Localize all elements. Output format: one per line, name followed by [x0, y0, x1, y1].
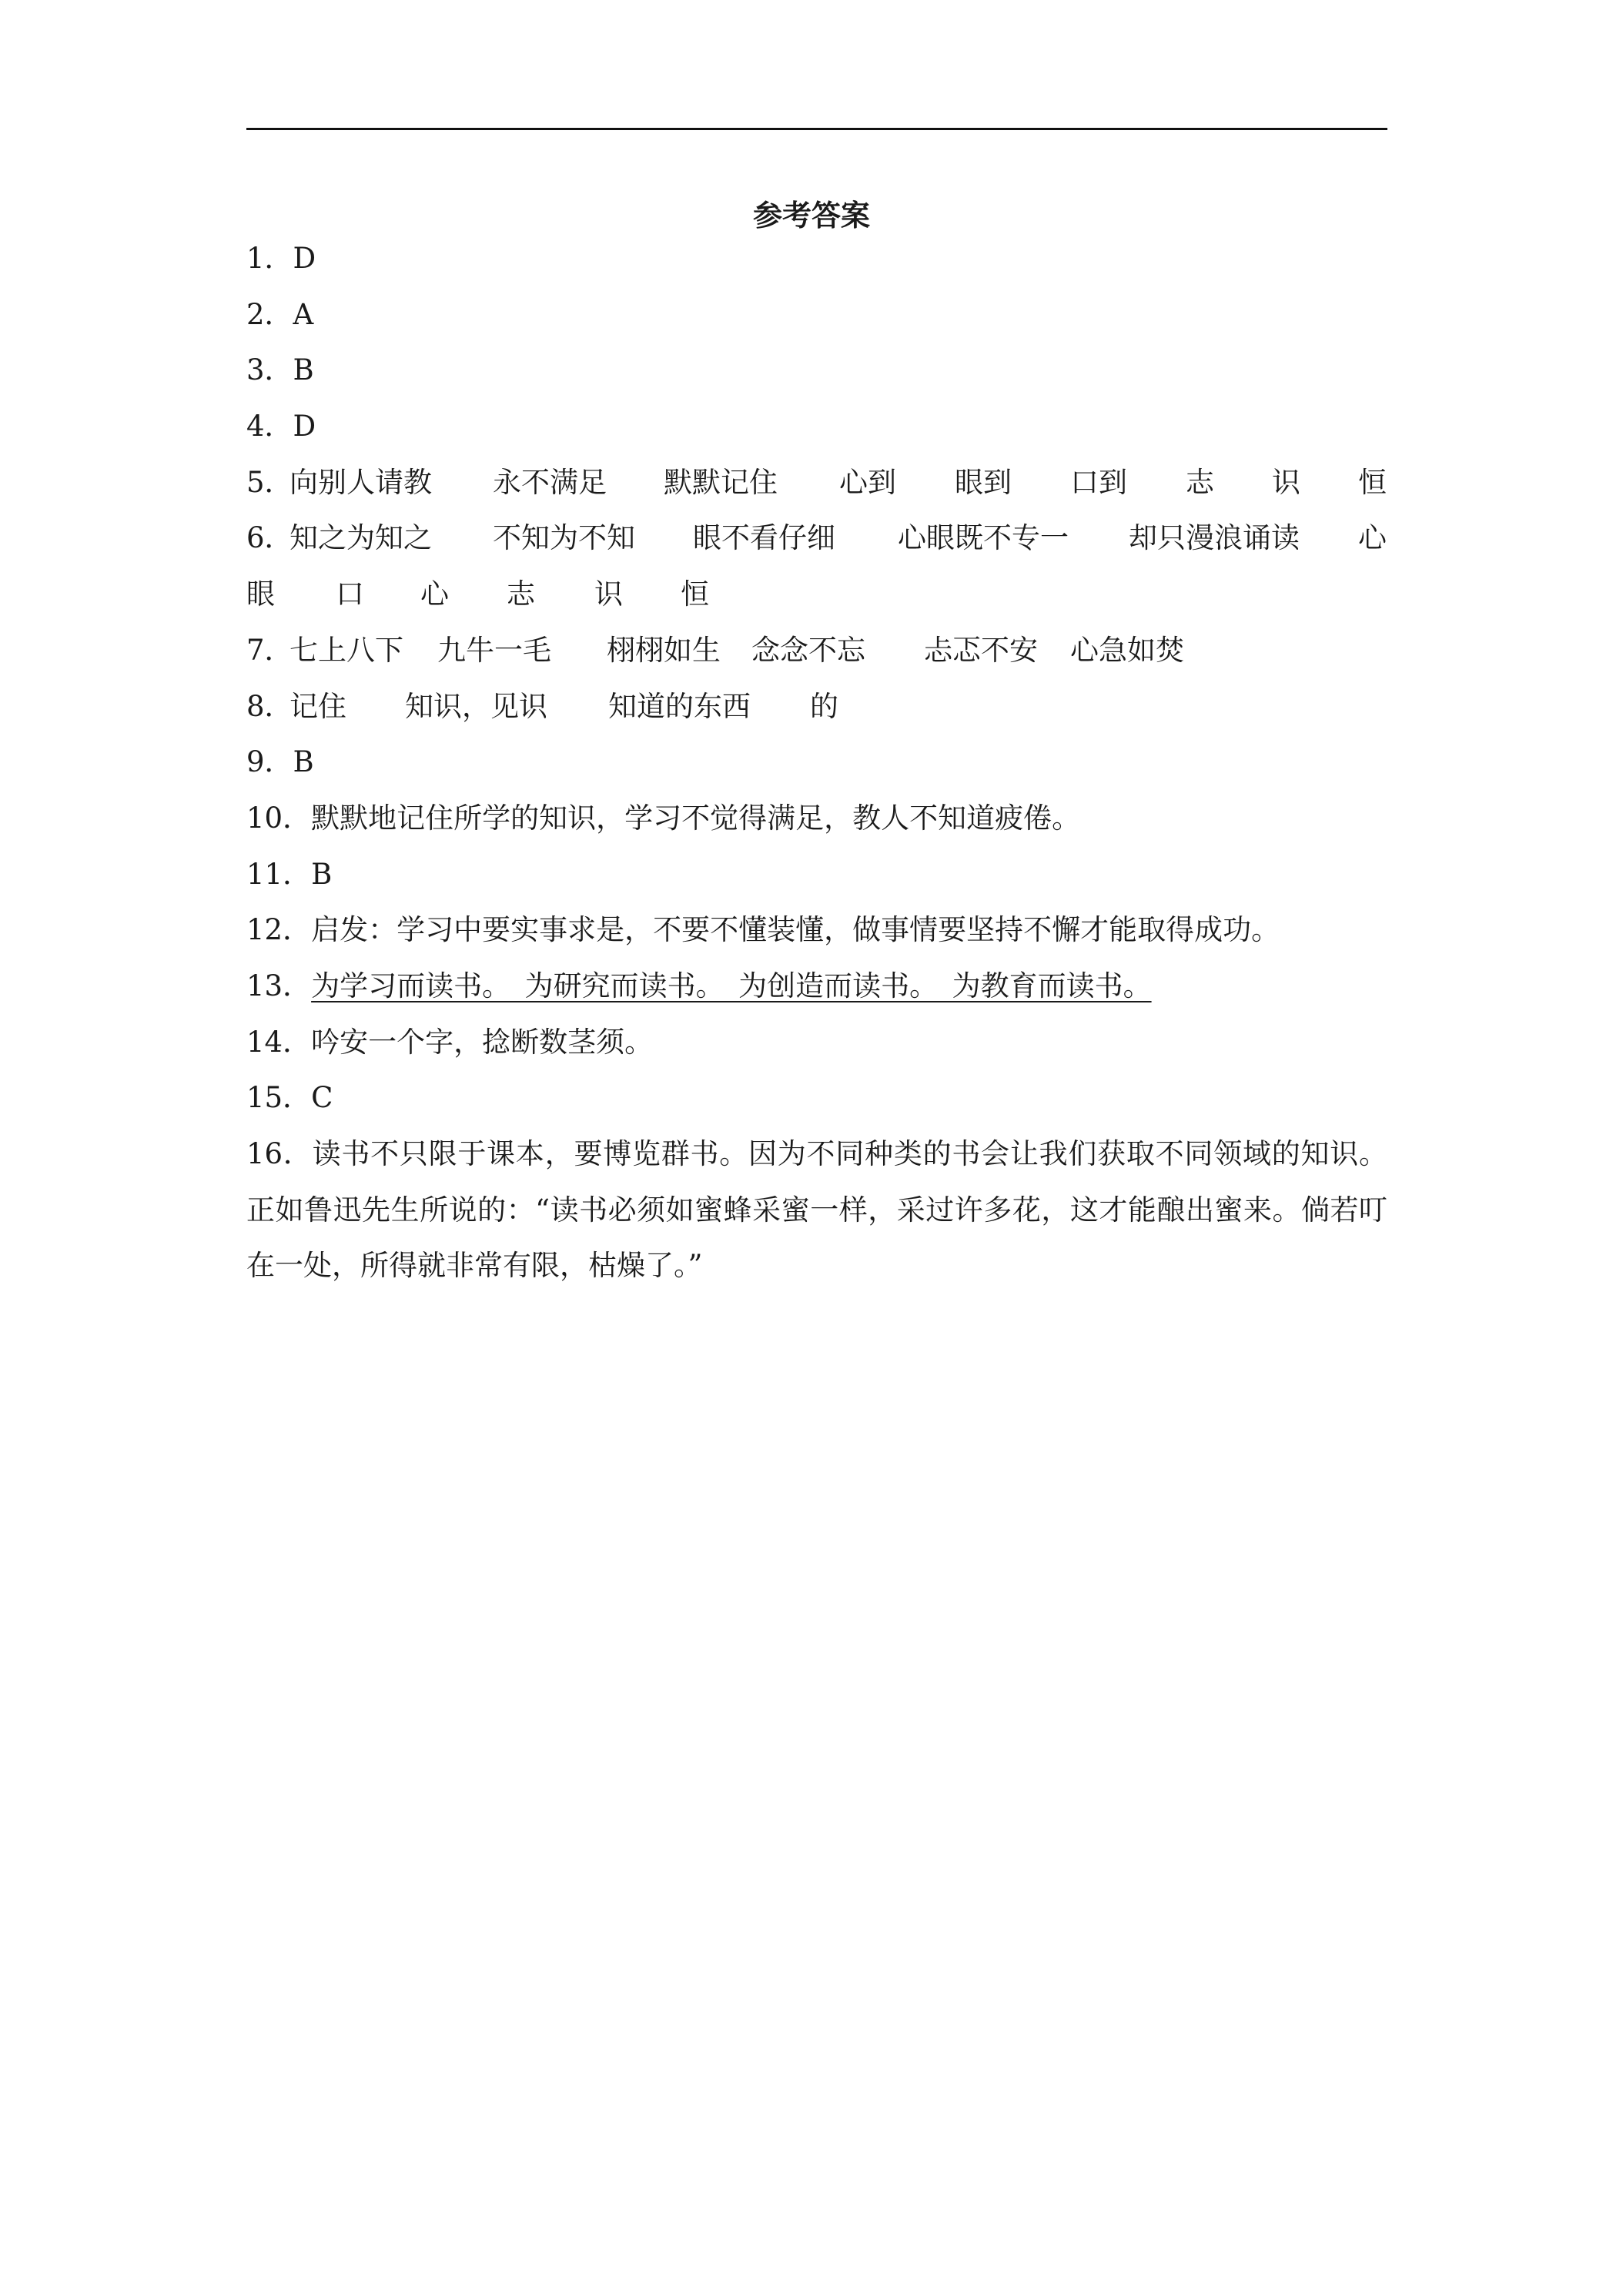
answer-text: 为学习而读书。 为研究而读书。 为创造而读书。 为教育而读书。 — [311, 969, 1152, 1002]
answer-number: 8． — [246, 689, 293, 723]
answer-number: 10． — [246, 801, 312, 835]
answer-11 — [246, 847, 1387, 903]
answer-item: 九牛一毛 — [437, 633, 551, 667]
answer-9 — [246, 735, 1387, 791]
answer-item: 恒 — [681, 577, 709, 611]
answer-5 — [246, 455, 1387, 511]
answer-item: 念念不忘 — [751, 633, 865, 667]
answer-item: 忐忑不安 — [924, 633, 1038, 667]
answer-text: 读书不只限于课本，要博览群书。因为不同种类的书会让我们获取不同领域的知识。正如鲁迅先生所说的：“读书必须如蜜蜂采蜜一样，采过许多花，这才能酿出蜜来。倘若叮在一处，所得就非常有限，枯燥了。” — [246, 1137, 1387, 1283]
answer-list — [246, 231, 1387, 1294]
answer-10 — [246, 791, 1387, 847]
answer-item: 知道的东西 — [608, 689, 751, 723]
header-rule — [246, 128, 1387, 130]
answer-item: 识 — [1272, 465, 1300, 499]
answer-16 — [246, 1126, 1387, 1294]
page-title: 参考答案 — [752, 198, 870, 233]
answer-item: 志 — [1186, 465, 1214, 499]
answer-item: 心到 — [839, 465, 896, 499]
answer-item: 口到 — [1070, 465, 1127, 499]
answer-number: 5． — [246, 465, 293, 499]
answer-text: 吟安一个字，捻断数茎须。 — [311, 1025, 654, 1059]
answer-item: 的 — [810, 689, 838, 723]
answer-text: 默默地记住所学的知识，学习不觉得满足，教人不知道疲倦。 — [311, 801, 1081, 835]
answer-number: 1． — [246, 242, 293, 275]
answer-6-continued — [246, 567, 1387, 623]
answer-item: 恒 — [1358, 465, 1387, 499]
answer-item: 栩栩如生 — [607, 633, 721, 667]
answer-text: B — [293, 745, 314, 779]
answer-1 — [246, 231, 1387, 287]
answer-14 — [246, 1015, 1387, 1071]
answer-item: 向别人请教 — [289, 465, 432, 499]
answer-12 — [246, 902, 1387, 959]
answer-item: 永不满足 — [493, 465, 607, 499]
answer-item: 默默记住 — [664, 465, 778, 499]
answer-item: 不知为不知 — [493, 521, 635, 555]
answer-3 — [246, 343, 1387, 399]
answer-number: 6． — [246, 521, 293, 555]
answer-number: 7． — [246, 633, 293, 667]
answer-text: 启发：学习中要实事求是，不要不懂装懂，做事情要坚持不懈才能取得成功。 — [311, 913, 1280, 947]
answer-number: 15． — [246, 1081, 312, 1115]
answer-number: 4． — [246, 410, 293, 443]
answer-number: 14． — [246, 1025, 312, 1059]
answer-item: 眼到 — [955, 465, 1012, 499]
answer-item: 七上八下 — [289, 633, 403, 667]
answer-6 — [246, 510, 1387, 567]
answer-item: 口 — [336, 577, 364, 611]
answer-item: 记住 — [289, 689, 346, 723]
answer-item: 心 — [420, 577, 449, 611]
answer-item: 识 — [594, 577, 623, 611]
answer-item: 心 — [1358, 521, 1387, 555]
answer-number: 3． — [246, 353, 293, 387]
answer-text: B — [311, 857, 333, 891]
answer-7 — [246, 623, 1387, 679]
answer-number: 12． — [246, 913, 312, 947]
answer-text: C — [311, 1081, 333, 1115]
answer-item: 眼 — [246, 577, 275, 611]
answer-item: 知之为知之 — [289, 521, 432, 555]
answer-text: A — [293, 297, 314, 331]
answer-text: B — [293, 353, 314, 387]
answer-number: 2． — [246, 297, 293, 331]
answer-item: 却只漫浪诵读 — [1129, 521, 1300, 555]
answer-8 — [246, 679, 1387, 735]
answer-text: D — [293, 242, 316, 275]
answer-number: 13． — [246, 969, 312, 1002]
answer-number: 9． — [246, 745, 293, 779]
answer-item: 心急如焚 — [1070, 633, 1184, 667]
answer-item: 眼不看仔细 — [693, 521, 835, 555]
answer-number: 16． — [246, 1137, 313, 1170]
answer-13 — [246, 959, 1387, 1015]
answer-item: 知识，见识 — [405, 689, 547, 723]
answer-item: 心眼既不专一 — [898, 521, 1069, 555]
answer-text: D — [293, 410, 316, 443]
answer-item: 志 — [507, 577, 535, 611]
answer-15 — [246, 1070, 1387, 1126]
answer-2 — [246, 287, 1387, 343]
answer-4 — [246, 399, 1387, 455]
answer-number: 11． — [246, 857, 312, 891]
